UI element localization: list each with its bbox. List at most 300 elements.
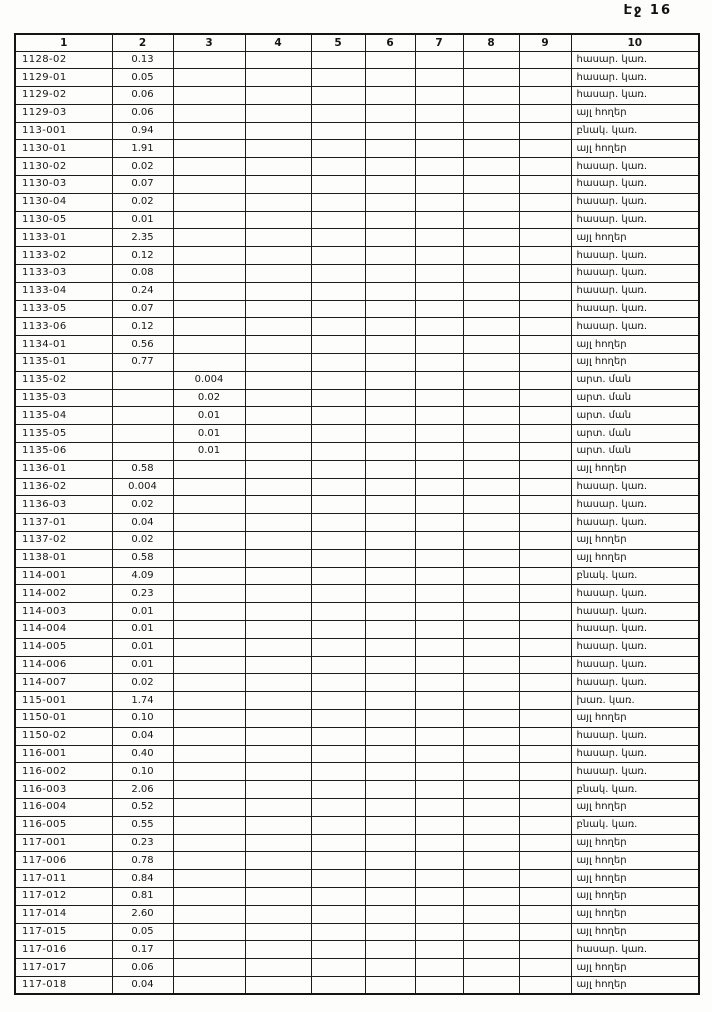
- empty-col8-cell: [463, 122, 519, 140]
- table-row: [15, 656, 699, 674]
- empty-col9-cell: [519, 549, 571, 567]
- column-header: 6: [365, 34, 415, 51]
- land-use-cell: այլ հողեր: [571, 709, 699, 727]
- table-row: [15, 585, 699, 603]
- empty-col4-cell: [245, 425, 311, 443]
- empty-col8-cell: [463, 692, 519, 710]
- empty-col6-cell: [365, 425, 415, 443]
- area-col3-cell: [173, 941, 245, 959]
- land-use-cell: այլ հողեր: [571, 229, 699, 247]
- empty-col4-cell: [245, 905, 311, 923]
- empty-col4-cell: [245, 798, 311, 816]
- parcel-code-cell: 1138-01: [15, 549, 112, 567]
- empty-col6-cell: [365, 727, 415, 745]
- empty-col4-cell: [245, 247, 311, 265]
- table-row: [15, 905, 699, 923]
- empty-col9-cell: [519, 798, 571, 816]
- empty-col6-cell: [365, 282, 415, 300]
- column-header: 9: [519, 34, 571, 51]
- land-use-cell: հասար. կառ.: [571, 496, 699, 514]
- parcel-code-cell: 1150-01: [15, 709, 112, 727]
- land-use-cell: այլ հողեր: [571, 104, 699, 122]
- empty-col7-cell: [415, 603, 463, 621]
- empty-col4-cell: [245, 745, 311, 763]
- parcel-code-cell: 1133-01: [15, 229, 112, 247]
- empty-col4-cell: [245, 941, 311, 959]
- area-col3-cell: [173, 763, 245, 781]
- area-col3-cell: [173, 140, 245, 158]
- empty-col6-cell: [365, 460, 415, 478]
- parcel-code-cell: 114-001: [15, 567, 112, 585]
- empty-col5-cell: [311, 300, 365, 318]
- empty-col9-cell: [519, 389, 571, 407]
- header-row: [15, 34, 699, 51]
- table-row: [15, 193, 699, 211]
- parcel-code-cell: 1135-05: [15, 425, 112, 443]
- table-row: [15, 478, 699, 496]
- empty-col9-cell: [519, 193, 571, 211]
- empty-col5-cell: [311, 443, 365, 461]
- empty-col6-cell: [365, 443, 415, 461]
- empty-col4-cell: [245, 193, 311, 211]
- area-col2-cell: [112, 371, 173, 389]
- empty-col6-cell: [365, 407, 415, 425]
- empty-col4-cell: [245, 727, 311, 745]
- area-col3-cell: [173, 959, 245, 977]
- empty-col5-cell: [311, 887, 365, 905]
- empty-col4-cell: [245, 532, 311, 550]
- empty-col5-cell: [311, 354, 365, 372]
- table-row: [15, 407, 699, 425]
- empty-col9-cell: [519, 300, 571, 318]
- empty-col9-cell: [519, 834, 571, 852]
- table-row: [15, 638, 699, 656]
- empty-col7-cell: [415, 51, 463, 69]
- empty-col5-cell: [311, 336, 365, 354]
- empty-col9-cell: [519, 443, 571, 461]
- land-use-cell: արտ. ման: [571, 425, 699, 443]
- empty-col8-cell: [463, 247, 519, 265]
- empty-col9-cell: [519, 674, 571, 692]
- area-col2-cell: 0.17: [112, 941, 173, 959]
- area-col2-cell: 0.05: [112, 923, 173, 941]
- empty-col5-cell: [311, 140, 365, 158]
- empty-col9-cell: [519, 478, 571, 496]
- empty-col6-cell: [365, 923, 415, 941]
- area-col2-cell: 4.09: [112, 567, 173, 585]
- parcel-code-cell: 117-016: [15, 941, 112, 959]
- empty-col9-cell: [519, 176, 571, 194]
- empty-col7-cell: [415, 976, 463, 994]
- empty-col7-cell: [415, 247, 463, 265]
- area-col2-cell: 0.01: [112, 211, 173, 229]
- parcel-code-cell: 1150-02: [15, 727, 112, 745]
- land-use-cell: այլ հողեր: [571, 798, 699, 816]
- area-col2-cell: 0.10: [112, 709, 173, 727]
- empty-col9-cell: [519, 496, 571, 514]
- area-col2-cell: 0.94: [112, 122, 173, 140]
- parcel-code-cell: 114-003: [15, 603, 112, 621]
- parcel-code-cell: 1135-04: [15, 407, 112, 425]
- area-col2-cell: 0.77: [112, 354, 173, 372]
- empty-col6-cell: [365, 69, 415, 87]
- empty-col8-cell: [463, 176, 519, 194]
- empty-col6-cell: [365, 514, 415, 532]
- empty-col6-cell: [365, 781, 415, 799]
- empty-col4-cell: [245, 51, 311, 69]
- area-col2-cell: 0.004: [112, 478, 173, 496]
- page-number-label: Էջ 16: [623, 3, 672, 18]
- land-use-cell: հասար. կառ.: [571, 941, 699, 959]
- empty-col5-cell: [311, 727, 365, 745]
- empty-col5-cell: [311, 122, 365, 140]
- area-col2-cell: 0.04: [112, 727, 173, 745]
- empty-col6-cell: [365, 265, 415, 283]
- empty-col6-cell: [365, 798, 415, 816]
- empty-col7-cell: [415, 104, 463, 122]
- empty-col8-cell: [463, 496, 519, 514]
- empty-col5-cell: [311, 193, 365, 211]
- empty-col8-cell: [463, 300, 519, 318]
- empty-col4-cell: [245, 300, 311, 318]
- empty-col7-cell: [415, 727, 463, 745]
- land-use-cell: այլ հողեր: [571, 549, 699, 567]
- empty-col8-cell: [463, 816, 519, 834]
- table-row: [15, 959, 699, 977]
- empty-col6-cell: [365, 692, 415, 710]
- empty-col6-cell: [365, 674, 415, 692]
- empty-col9-cell: [519, 887, 571, 905]
- empty-col4-cell: [245, 371, 311, 389]
- area-col2-cell: 2.06: [112, 781, 173, 799]
- area-col3-cell: [173, 585, 245, 603]
- empty-col8-cell: [463, 567, 519, 585]
- table-row: [15, 745, 699, 763]
- area-col2-cell: 0.02: [112, 158, 173, 176]
- area-col3-cell: [173, 549, 245, 567]
- empty-col6-cell: [365, 158, 415, 176]
- empty-col6-cell: [365, 193, 415, 211]
- empty-col9-cell: [519, 514, 571, 532]
- empty-col4-cell: [245, 478, 311, 496]
- area-col2-cell: [112, 425, 173, 443]
- parcel-code-cell: 114-006: [15, 656, 112, 674]
- parcel-code-cell: 116-005: [15, 816, 112, 834]
- empty-col4-cell: [245, 976, 311, 994]
- land-use-cell: հասար. կառ.: [571, 745, 699, 763]
- area-col2-cell: 0.40: [112, 745, 173, 763]
- empty-col5-cell: [311, 816, 365, 834]
- area-col3-cell: [173, 478, 245, 496]
- area-col3-cell: 0.02: [173, 389, 245, 407]
- empty-col8-cell: [463, 852, 519, 870]
- empty-col8-cell: [463, 514, 519, 532]
- land-use-cell: հասար. կառ.: [571, 247, 699, 265]
- empty-col9-cell: [519, 959, 571, 977]
- area-col3-cell: [173, 51, 245, 69]
- empty-col6-cell: [365, 941, 415, 959]
- empty-col6-cell: [365, 51, 415, 69]
- empty-col9-cell: [519, 354, 571, 372]
- table-row: [15, 443, 699, 461]
- empty-col7-cell: [415, 638, 463, 656]
- empty-col6-cell: [365, 532, 415, 550]
- empty-col6-cell: [365, 763, 415, 781]
- empty-col9-cell: [519, 870, 571, 888]
- area-col3-cell: [173, 193, 245, 211]
- empty-col7-cell: [415, 941, 463, 959]
- empty-col9-cell: [519, 140, 571, 158]
- empty-col4-cell: [245, 336, 311, 354]
- empty-col9-cell: [519, 976, 571, 994]
- table-row: [15, 51, 699, 69]
- area-col3-cell: [173, 460, 245, 478]
- empty-col8-cell: [463, 923, 519, 941]
- empty-col8-cell: [463, 976, 519, 994]
- area-col3-cell: [173, 532, 245, 550]
- empty-col4-cell: [245, 816, 311, 834]
- empty-col8-cell: [463, 656, 519, 674]
- parcel-code-cell: 117-014: [15, 905, 112, 923]
- table-row: [15, 425, 699, 443]
- table-row: [15, 318, 699, 336]
- table-row: [15, 887, 699, 905]
- land-use-cell: արտ. ման: [571, 389, 699, 407]
- empty-col4-cell: [245, 158, 311, 176]
- parcel-code-cell: 117-012: [15, 887, 112, 905]
- area-col3-cell: [173, 692, 245, 710]
- empty-col7-cell: [415, 656, 463, 674]
- empty-col7-cell: [415, 443, 463, 461]
- column-header: 5: [311, 34, 365, 51]
- empty-col7-cell: [415, 532, 463, 550]
- area-col2-cell: 0.58: [112, 549, 173, 567]
- table-row: [15, 354, 699, 372]
- land-use-cell: այլ հողեր: [571, 905, 699, 923]
- table-row: [15, 229, 699, 247]
- area-col2-cell: 0.04: [112, 976, 173, 994]
- land-use-cell: այլ հողեր: [571, 532, 699, 550]
- empty-col9-cell: [519, 532, 571, 550]
- empty-col4-cell: [245, 692, 311, 710]
- land-use-cell: հասար. կառ.: [571, 621, 699, 639]
- empty-col9-cell: [519, 656, 571, 674]
- column-header: 2: [112, 34, 173, 51]
- empty-col6-cell: [365, 656, 415, 674]
- area-col2-cell: 0.07: [112, 176, 173, 194]
- table-body: [15, 51, 699, 994]
- empty-col7-cell: [415, 478, 463, 496]
- parcel-code-cell: 1130-04: [15, 193, 112, 211]
- land-use-cell: հասար. կառ.: [571, 585, 699, 603]
- land-use-cell: հասար. կառ.: [571, 193, 699, 211]
- empty-col4-cell: [245, 104, 311, 122]
- table-row: [15, 69, 699, 87]
- empty-col6-cell: [365, 122, 415, 140]
- area-col2-cell: 0.24: [112, 282, 173, 300]
- land-use-cell: այլ հողեր: [571, 923, 699, 941]
- empty-col7-cell: [415, 211, 463, 229]
- area-col2-cell: 0.06: [112, 959, 173, 977]
- empty-col7-cell: [415, 887, 463, 905]
- empty-col7-cell: [415, 763, 463, 781]
- empty-col9-cell: [519, 336, 571, 354]
- empty-col7-cell: [415, 585, 463, 603]
- empty-col7-cell: [415, 621, 463, 639]
- parcel-code-cell: 1129-02: [15, 87, 112, 105]
- empty-col5-cell: [311, 798, 365, 816]
- area-col3-cell: [173, 496, 245, 514]
- area-col2-cell: 0.13: [112, 51, 173, 69]
- area-col3-cell: [173, 265, 245, 283]
- empty-col4-cell: [245, 638, 311, 656]
- table-row: [15, 549, 699, 567]
- empty-col5-cell: [311, 282, 365, 300]
- empty-col8-cell: [463, 887, 519, 905]
- empty-col5-cell: [311, 460, 365, 478]
- empty-col8-cell: [463, 229, 519, 247]
- empty-col4-cell: [245, 282, 311, 300]
- empty-col6-cell: [365, 834, 415, 852]
- empty-col7-cell: [415, 905, 463, 923]
- empty-col7-cell: [415, 176, 463, 194]
- land-use-cell: արտ. ման: [571, 371, 699, 389]
- parcel-code-cell: 1136-03: [15, 496, 112, 514]
- parcel-code-cell: 116-001: [15, 745, 112, 763]
- area-col2-cell: 0.23: [112, 834, 173, 852]
- table-row: [15, 976, 699, 994]
- empty-col4-cell: [245, 709, 311, 727]
- area-col3-cell: [173, 834, 245, 852]
- empty-col8-cell: [463, 621, 519, 639]
- empty-col8-cell: [463, 549, 519, 567]
- area-col2-cell: 2.60: [112, 905, 173, 923]
- empty-col5-cell: [311, 176, 365, 194]
- column-header: 4: [245, 34, 311, 51]
- empty-col8-cell: [463, 532, 519, 550]
- parcel-code-cell: 116-004: [15, 798, 112, 816]
- empty-col6-cell: [365, 638, 415, 656]
- area-col2-cell: 0.06: [112, 104, 173, 122]
- land-use-cell: հասար. կառ.: [571, 69, 699, 87]
- empty-col7-cell: [415, 781, 463, 799]
- empty-col5-cell: [311, 532, 365, 550]
- empty-col7-cell: [415, 923, 463, 941]
- land-use-cell: այլ հողեր: [571, 852, 699, 870]
- empty-col9-cell: [519, 692, 571, 710]
- area-col3-cell: [173, 976, 245, 994]
- land-use-cell: արտ. ման: [571, 443, 699, 461]
- table-row: [15, 460, 699, 478]
- empty-col6-cell: [365, 496, 415, 514]
- empty-col7-cell: [415, 389, 463, 407]
- empty-col8-cell: [463, 211, 519, 229]
- table-row: [15, 692, 699, 710]
- table-row: [15, 852, 699, 870]
- empty-col5-cell: [311, 674, 365, 692]
- empty-col8-cell: [463, 798, 519, 816]
- empty-col9-cell: [519, 603, 571, 621]
- table-row: [15, 140, 699, 158]
- empty-col4-cell: [245, 140, 311, 158]
- parcel-code-cell: 1136-01: [15, 460, 112, 478]
- area-col2-cell: 0.01: [112, 638, 173, 656]
- area-col3-cell: [173, 603, 245, 621]
- empty-col9-cell: [519, 318, 571, 336]
- empty-col7-cell: [415, 692, 463, 710]
- empty-col4-cell: [245, 407, 311, 425]
- table-row: [15, 621, 699, 639]
- area-col2-cell: [112, 407, 173, 425]
- table-row: [15, 816, 699, 834]
- column-header: 3: [173, 34, 245, 51]
- column-header: 8: [463, 34, 519, 51]
- empty-col7-cell: [415, 122, 463, 140]
- table-row: [15, 870, 699, 888]
- area-col3-cell: [173, 158, 245, 176]
- area-col3-cell: [173, 354, 245, 372]
- area-col3-cell: [173, 282, 245, 300]
- area-col2-cell: 0.12: [112, 318, 173, 336]
- table-row: [15, 282, 699, 300]
- empty-col9-cell: [519, 51, 571, 69]
- empty-col8-cell: [463, 763, 519, 781]
- empty-col7-cell: [415, 709, 463, 727]
- parcel-code-cell: 1130-01: [15, 140, 112, 158]
- area-col3-cell: [173, 727, 245, 745]
- land-use-cell: այլ հողեր: [571, 834, 699, 852]
- empty-col6-cell: [365, 585, 415, 603]
- area-col2-cell: [112, 389, 173, 407]
- empty-col7-cell: [415, 407, 463, 425]
- empty-col7-cell: [415, 674, 463, 692]
- area-col3-cell: [173, 798, 245, 816]
- empty-col7-cell: [415, 193, 463, 211]
- empty-col5-cell: [311, 265, 365, 283]
- empty-col4-cell: [245, 211, 311, 229]
- empty-col7-cell: [415, 514, 463, 532]
- parcel-code-cell: 1133-05: [15, 300, 112, 318]
- land-use-cell: այլ հողեր: [571, 870, 699, 888]
- area-col2-cell: 0.04: [112, 514, 173, 532]
- land-use-cell: բնակ. կառ.: [571, 816, 699, 834]
- empty-col5-cell: [311, 514, 365, 532]
- parcel-code-cell: 1129-01: [15, 69, 112, 87]
- area-col2-cell: 0.01: [112, 656, 173, 674]
- empty-col5-cell: [311, 158, 365, 176]
- area-col3-cell: [173, 104, 245, 122]
- parcel-code-cell: 1130-03: [15, 176, 112, 194]
- empty-col4-cell: [245, 603, 311, 621]
- empty-col8-cell: [463, 87, 519, 105]
- table-row: [15, 514, 699, 532]
- empty-col5-cell: [311, 745, 365, 763]
- empty-col7-cell: [415, 87, 463, 105]
- empty-col7-cell: [415, 870, 463, 888]
- parcel-code-cell: 116-003: [15, 781, 112, 799]
- area-col3-cell: 0.01: [173, 407, 245, 425]
- parcel-code-cell: 1135-06: [15, 443, 112, 461]
- empty-col5-cell: [311, 211, 365, 229]
- empty-col4-cell: [245, 443, 311, 461]
- empty-col5-cell: [311, 389, 365, 407]
- empty-col5-cell: [311, 69, 365, 87]
- empty-col5-cell: [311, 959, 365, 977]
- land-use-cell: բնակ. կառ.: [571, 781, 699, 799]
- empty-col6-cell: [365, 603, 415, 621]
- empty-col8-cell: [463, 354, 519, 372]
- empty-col4-cell: [245, 460, 311, 478]
